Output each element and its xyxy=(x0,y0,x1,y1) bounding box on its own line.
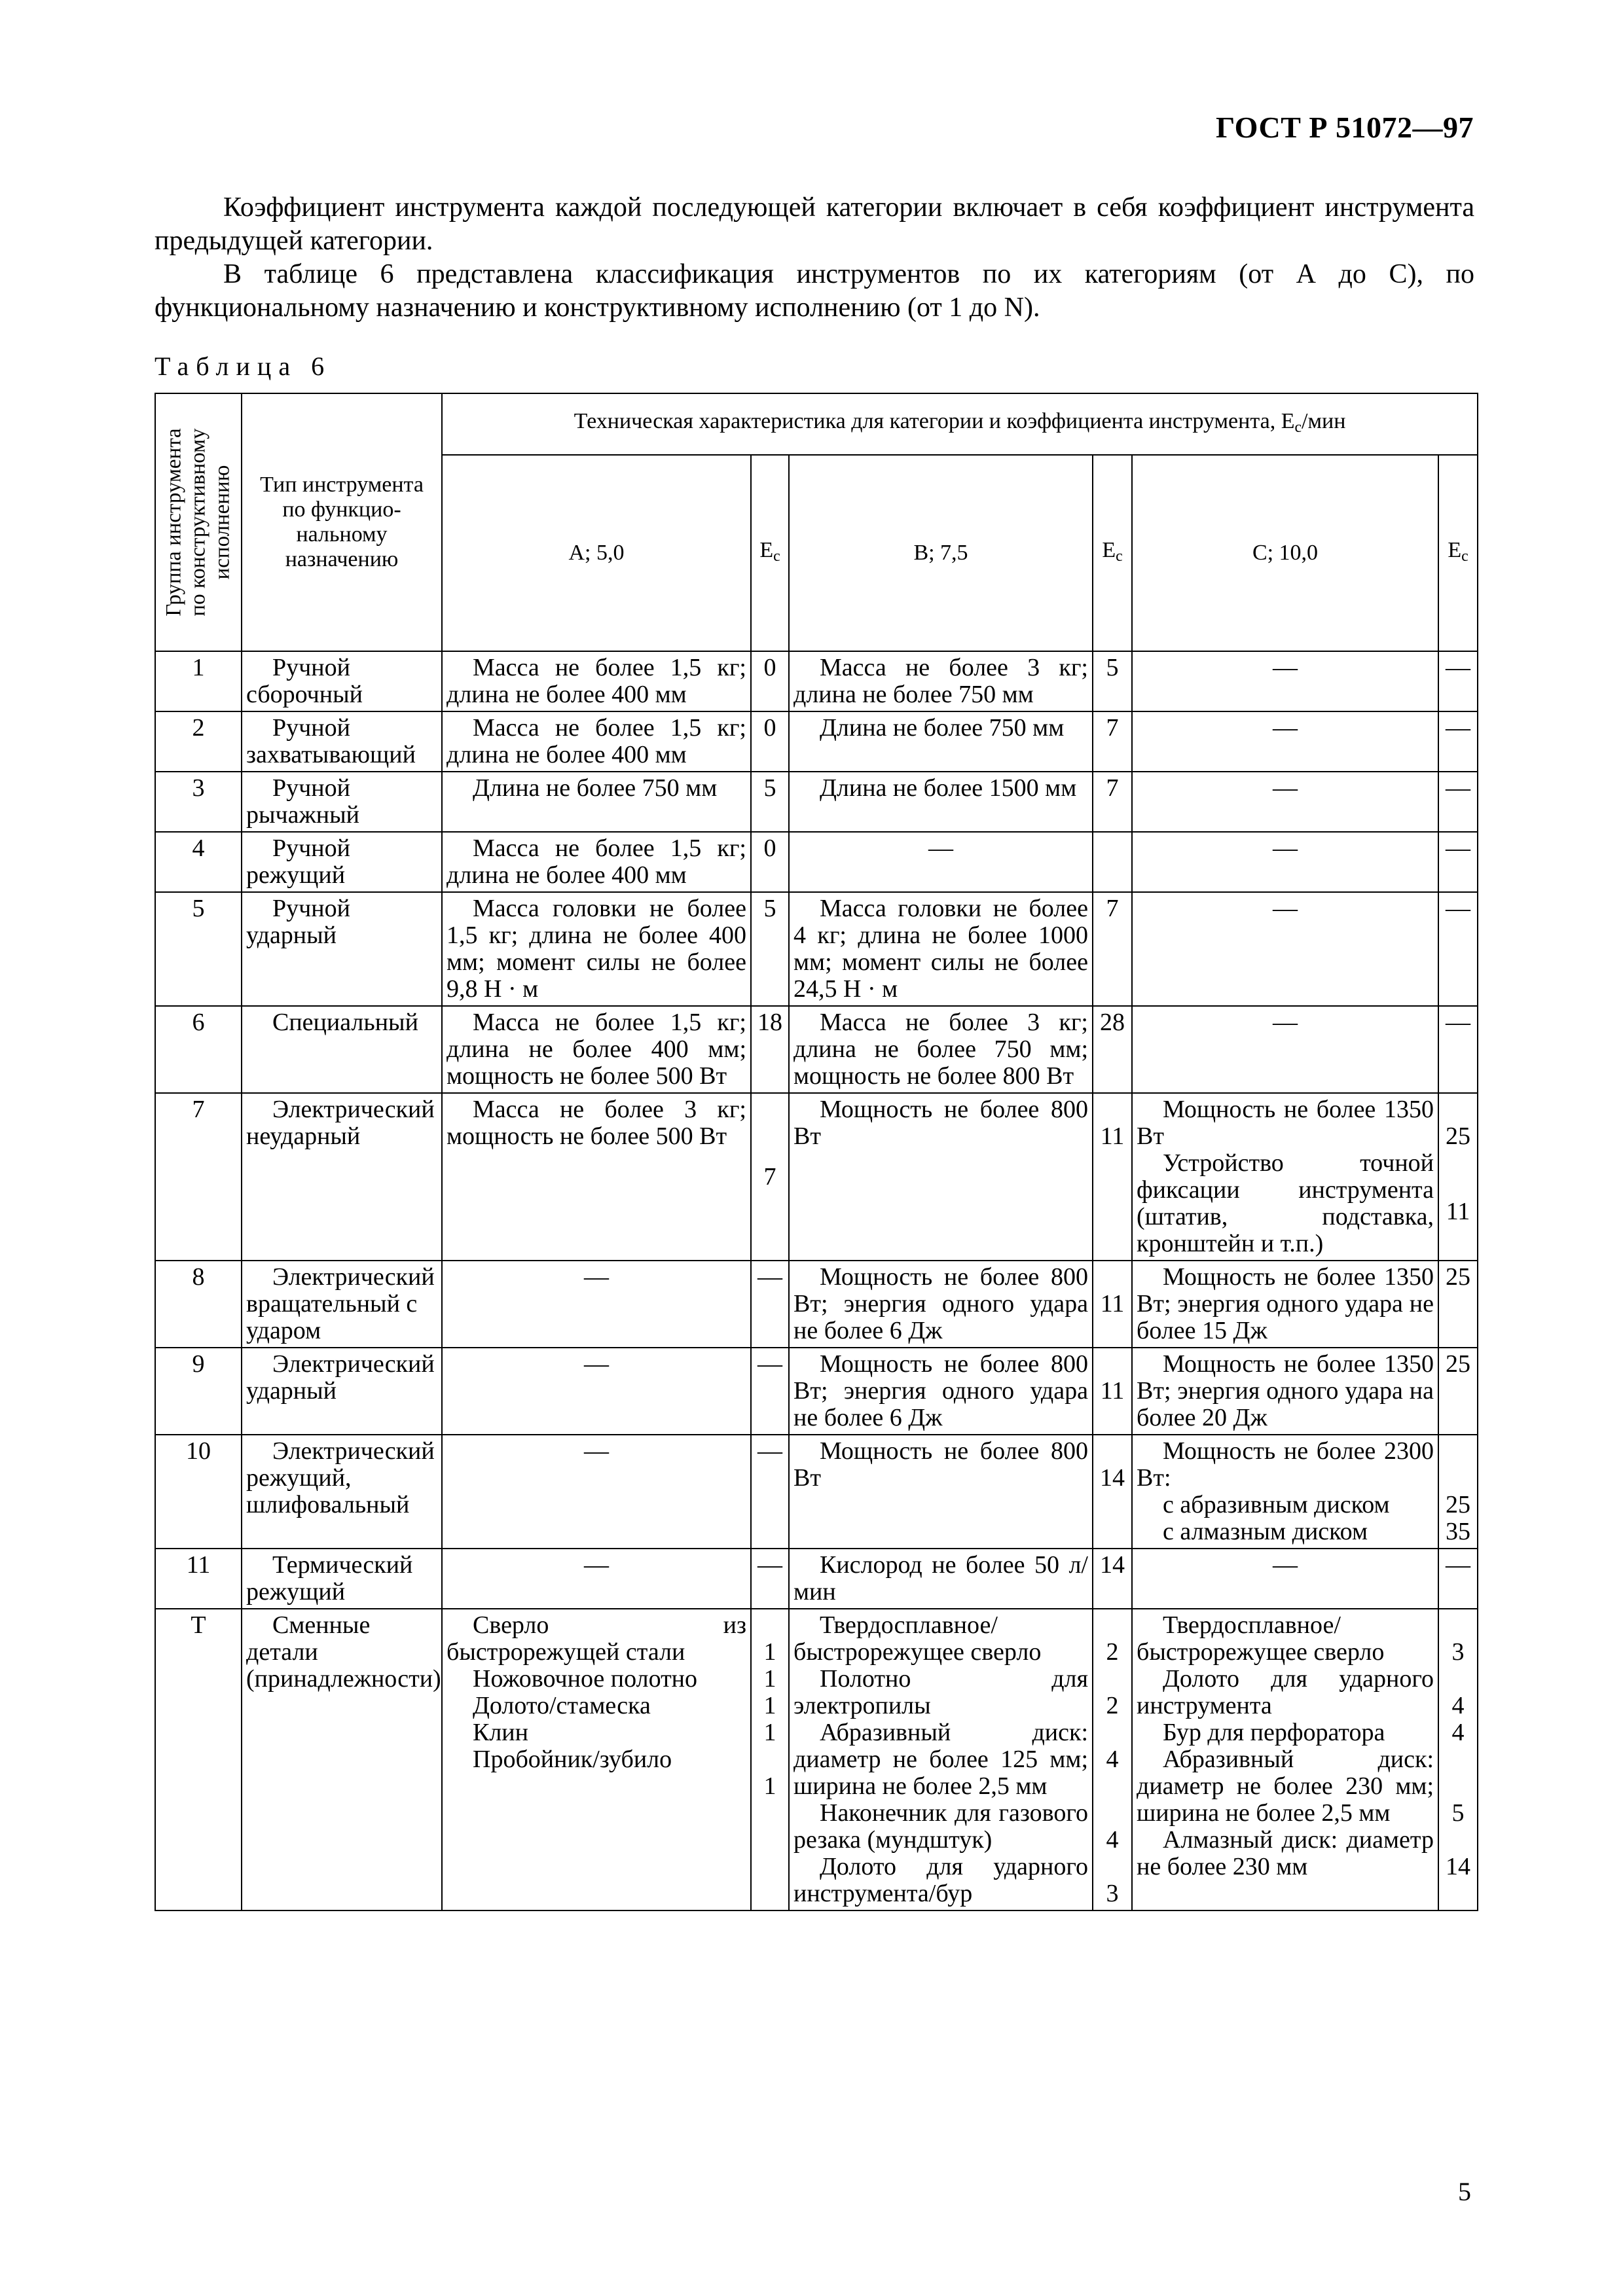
ec-a-header: $E_с$ xyxy=(751,455,789,651)
group-number: 3 xyxy=(155,772,242,832)
group-number: 6 xyxy=(155,1006,242,1093)
cat-c-line: Мощность не более 1350 Вт xyxy=(1137,1096,1434,1150)
table-row xyxy=(155,1093,1478,1261)
cat-c-line: с абразивным диском xyxy=(1163,1491,1390,1518)
group-number: 7 xyxy=(155,1093,242,1261)
cat-c-ec: — xyxy=(1438,1549,1478,1609)
group-number: 4 xyxy=(155,832,242,892)
cat-c-desc: — xyxy=(1132,772,1438,832)
table-row xyxy=(155,651,1478,711)
cat-a-ec: 18 xyxy=(751,1006,789,1093)
table-row xyxy=(155,1261,1478,1348)
cat-b-ec: 28 xyxy=(1093,1006,1132,1093)
cat-b-item: Долото для ударного инструмента/бур xyxy=(793,1853,1088,1907)
cat-b-desc: Масса не более 3 кг; длина не более 750 мм; мощность не более 800 Вт xyxy=(789,1006,1093,1093)
tool-type: Электрический ударный xyxy=(242,1348,442,1435)
tool-type: Специальный xyxy=(242,1006,442,1093)
tool-type: Термический режущий xyxy=(242,1549,442,1609)
cat-a-item: Клин xyxy=(473,1719,528,1746)
cat-a-desc xyxy=(442,1609,751,1910)
cat-a-ec: 0 xyxy=(751,832,789,892)
cat-b-desc: Кислород не более 50 л/мин xyxy=(789,1549,1093,1609)
cat-c-line: Устройство точной фиксации инструмента (штатив, подставка, кронштейн и т.п.) xyxy=(1137,1149,1434,1257)
cat-b-desc: Длина не более 1500 мм xyxy=(789,772,1093,832)
cat-a-ec: 0 xyxy=(751,711,789,772)
paragraph-1: Коэффициент инструмента каждой последующей категории включает в себя коэффициент инструмента предыдущей категории. xyxy=(155,192,1474,256)
cat-c-ec: — xyxy=(1438,892,1478,1006)
group-number: 11 xyxy=(155,1549,242,1609)
cat-a-item: Пробойник/зубило xyxy=(473,1746,672,1773)
cat-b-item: Наконечник для газового резака (мундштук) xyxy=(793,1799,1088,1854)
classification-table xyxy=(155,393,1478,1911)
cat-c-desc: — xyxy=(1132,651,1438,711)
paragraph-2: В таблице 6 представлена классификация инструментов по их категориям (от А до С), по функциональному назначению и конструктивному исполнению (от 1 до N). xyxy=(155,259,1474,323)
ec-c-header: $E_с$ xyxy=(1438,455,1478,651)
table-row xyxy=(155,711,1478,772)
cat-c-ec: 25 xyxy=(1438,1261,1478,1348)
cat-c-ec: — xyxy=(1438,711,1478,772)
cat-c-item: Абразивный диск: диаметр не более 230 мм; ширина не более 2,5 мм xyxy=(1137,1746,1434,1827)
cat-a-desc: — xyxy=(442,1348,751,1435)
cat-a-ec: — xyxy=(751,1261,789,1348)
cat-a-ec: — xyxy=(751,1348,789,1435)
cat-c-ec xyxy=(1438,1609,1478,1910)
cat-c-desc: — xyxy=(1132,832,1438,892)
cat-b-ec-value: 2 xyxy=(1106,1638,1119,1666)
group-number: 1 xyxy=(155,651,242,711)
cat-a-ec-value: 1 xyxy=(763,1692,776,1719)
table-row xyxy=(155,772,1478,832)
table-row xyxy=(155,1348,1478,1435)
cat-c-desc: — xyxy=(1132,711,1438,772)
cat-c-ec-value: 4 xyxy=(1451,1692,1465,1719)
cat-c-ec-value: 3 xyxy=(1451,1638,1465,1666)
cat-c-ec xyxy=(1438,1093,1478,1261)
cat-c-item: Твердосплавное/быстрорежущее сверло xyxy=(1137,1611,1385,1666)
type-header: Тип инструмента по функцио-нальному назначению xyxy=(242,393,442,651)
cat-a-desc: Масса не более 1,5 кг; длина не более 400 мм; мощность не более 500 Вт xyxy=(442,1006,751,1093)
cat-c-desc: Мощность не более 1350 Вт; энергия одного удара не более 15 Дж xyxy=(1132,1261,1438,1348)
table-caption: Таблица 6 xyxy=(155,351,332,381)
cat-b-desc: Масса не более 3 кг; длина не более 750 мм xyxy=(789,651,1093,711)
category-c-header: C; 10,0 xyxy=(1132,455,1438,651)
cat-a-ec: — xyxy=(751,1549,789,1609)
cat-a-desc: — xyxy=(442,1549,751,1609)
cat-b-desc: Масса головки не более 4 кг; длина не более 1000 мм; момент силы не более 24,5 Н · м xyxy=(789,892,1093,1006)
group-number: 2 xyxy=(155,711,242,772)
cat-b-desc: Мощность не более 800 Вт; энергия одного удара не более 6 Дж xyxy=(789,1261,1093,1348)
cat-c-ec: — xyxy=(1438,772,1478,832)
cat-b-item: Полотно для электропилы xyxy=(793,1665,1088,1719)
cat-c-line: Мощность не более 2300 Вт: xyxy=(1137,1437,1434,1492)
cat-a-desc: — xyxy=(442,1435,751,1549)
cat-b-desc: — xyxy=(789,832,1093,892)
cat-a-desc: Масса не более 1,5 кг; длина не более 400 мм xyxy=(442,711,751,772)
cat-a-desc: Масса не более 1,5 кг; длина не более 400 мм xyxy=(442,651,751,711)
cat-c-ec-value: 35 xyxy=(1446,1518,1471,1545)
cat-a-desc: Длина не более 750 мм xyxy=(442,772,751,832)
tool-type: Ручной захватывающий xyxy=(242,711,442,772)
cat-b-ec: 7 xyxy=(1093,892,1132,1006)
cat-c-desc xyxy=(1132,1435,1438,1549)
cat-a-desc: — xyxy=(442,1261,751,1348)
cat-b-item: Абразивный диск: диаметр не более 125 мм; ширина не более 2,5 мм xyxy=(793,1719,1088,1800)
group-number: 8 xyxy=(155,1261,242,1348)
cat-b-desc xyxy=(789,1609,1093,1910)
tool-type: Электрический неударный xyxy=(242,1093,442,1261)
cat-c-ec: — xyxy=(1438,651,1478,711)
cat-a-ec: 0 xyxy=(751,651,789,711)
cat-b-desc: Длина не более 750 мм xyxy=(789,711,1093,772)
cat-b-ec: 11 xyxy=(1093,1261,1132,1348)
cat-c-ec-value: 5 xyxy=(1451,1799,1465,1827)
cat-c-desc: — xyxy=(1132,1549,1438,1609)
tool-type: Ручной рычажный xyxy=(242,772,442,832)
cat-c-item: Долото для ударного инструмента xyxy=(1137,1665,1434,1719)
cat-b-desc: Мощность не более 800 Вт; энергия одного удара не более 6 Дж xyxy=(789,1348,1093,1435)
cat-c-ec-value: 25 xyxy=(1446,1122,1471,1150)
cat-a-item: Сверло из быстрорежущей стали xyxy=(447,1611,746,1666)
cat-a-ec: 7 xyxy=(751,1093,789,1261)
cat-b-ec-value: 4 xyxy=(1106,1746,1119,1773)
cat-a-ec xyxy=(751,1609,789,1910)
cat-b-item: Твердосплавное/быстрорежущее сверло xyxy=(793,1611,1042,1666)
cat-b-ec xyxy=(1093,1609,1132,1910)
cat-c-desc: — xyxy=(1132,1006,1438,1093)
cat-a-ec: 5 xyxy=(751,772,789,832)
cat-b-ec xyxy=(1093,832,1132,892)
group-number: 10 xyxy=(155,1435,242,1549)
cat-c-desc xyxy=(1132,1609,1438,1910)
table-row xyxy=(155,1609,1478,1910)
cat-b-ec: 7 xyxy=(1093,772,1132,832)
cat-c-ec-value: 14 xyxy=(1446,1853,1471,1880)
group-header xyxy=(155,393,242,651)
cat-b-ec-value: 2 xyxy=(1106,1692,1119,1719)
cat-c-item: Бур для перфоратора xyxy=(1163,1719,1385,1746)
cat-c-ec xyxy=(1438,1435,1478,1549)
group-header-text: Группа инструмента по конструктивному исполнению xyxy=(162,428,234,617)
cat-c-desc xyxy=(1132,1093,1438,1261)
cat-a-item: Ножовочное полотно xyxy=(473,1665,698,1693)
cat-a-ec-value: 1 xyxy=(763,1638,776,1666)
cat-a-ec: 5 xyxy=(751,892,789,1006)
cat-c-desc: Мощность не более 1350 Вт; энергия одного удара на более 20 Дж xyxy=(1132,1348,1438,1435)
category-a-header: A; 5,0 xyxy=(442,455,751,651)
cat-b-ec: 14 xyxy=(1093,1435,1132,1549)
cat-c-ec-spacer xyxy=(1440,1438,1476,1492)
tool-type: Ручной ударный xyxy=(242,892,442,1006)
cat-b-ec: 11 xyxy=(1093,1348,1132,1435)
cat-b-ec-value: 3 xyxy=(1106,1880,1119,1907)
cat-b-ec: 11 xyxy=(1093,1093,1132,1261)
cat-c-ec-value: 25 xyxy=(1446,1491,1471,1518)
table-row xyxy=(155,1006,1478,1093)
page-number: 5 xyxy=(1458,2177,1471,2206)
cat-c-ec-value: 11 xyxy=(1446,1198,1470,1225)
table-row xyxy=(155,832,1478,892)
cat-c-desc: — xyxy=(1132,892,1438,1006)
group-number: 5 xyxy=(155,892,242,1006)
cat-b-ec-value: 4 xyxy=(1106,1826,1119,1854)
table-row xyxy=(155,1549,1478,1609)
cat-c-ec: — xyxy=(1438,832,1478,892)
tool-type: Ручной режущий xyxy=(242,832,442,892)
cat-a-desc: Масса не более 3 кг; мощность не более 500 Вт xyxy=(442,1093,751,1261)
tool-type: Электрический режущий, шлифовальный xyxy=(242,1435,442,1549)
cat-b-ec: 5 xyxy=(1093,651,1132,711)
cat-a-item: Долото/стамеска xyxy=(473,1692,651,1719)
group-number: T xyxy=(155,1609,242,1910)
tech-header: Техническая характеристика для категории и коэффициента инструмента, $E_с$/мин xyxy=(442,393,1478,455)
document-code: ГОСТ Р 51072—97 xyxy=(1216,111,1474,144)
tool-type: Электрический вращательный с ударом xyxy=(242,1261,442,1348)
tool-type: Сменные детали (принадлежности) xyxy=(242,1609,442,1910)
ec-b-header: $E_с$ xyxy=(1093,455,1132,651)
cat-a-ec-value: 1 xyxy=(763,1772,776,1800)
cat-a-ec: — xyxy=(751,1435,789,1549)
cat-b-desc: Мощность не более 800 Вт xyxy=(789,1435,1093,1549)
cat-a-ec-value: 1 xyxy=(763,1665,776,1693)
cat-b-ec: 14 xyxy=(1093,1549,1132,1609)
table-row xyxy=(155,1435,1478,1549)
cat-b-ec: 7 xyxy=(1093,711,1132,772)
cat-a-desc: Масса головки не более 1,5 кг; длина не более 400 мм; момент силы не более 9,8 Н · м xyxy=(442,892,751,1006)
cat-c-ec: — xyxy=(1438,1006,1478,1093)
group-number: 9 xyxy=(155,1348,242,1435)
cat-b-desc: Мощность не более 800 Вт xyxy=(789,1093,1093,1261)
table-row xyxy=(155,892,1478,1006)
category-b-header: B; 7,5 xyxy=(789,455,1093,651)
cat-c-item: Алмазный диск: диаметр не более 230 мм xyxy=(1137,1826,1434,1880)
tool-type: Ручной сборочный xyxy=(242,651,442,711)
cat-c-line: с алмазным диском xyxy=(1163,1518,1368,1545)
cat-c-ec: 25 xyxy=(1438,1348,1478,1435)
cat-a-desc: Масса не более 1,5 кг; длина не более 400 мм xyxy=(442,832,751,892)
cat-a-ec-value: 1 xyxy=(763,1719,776,1746)
cat-c-ec-value: 4 xyxy=(1451,1719,1465,1746)
